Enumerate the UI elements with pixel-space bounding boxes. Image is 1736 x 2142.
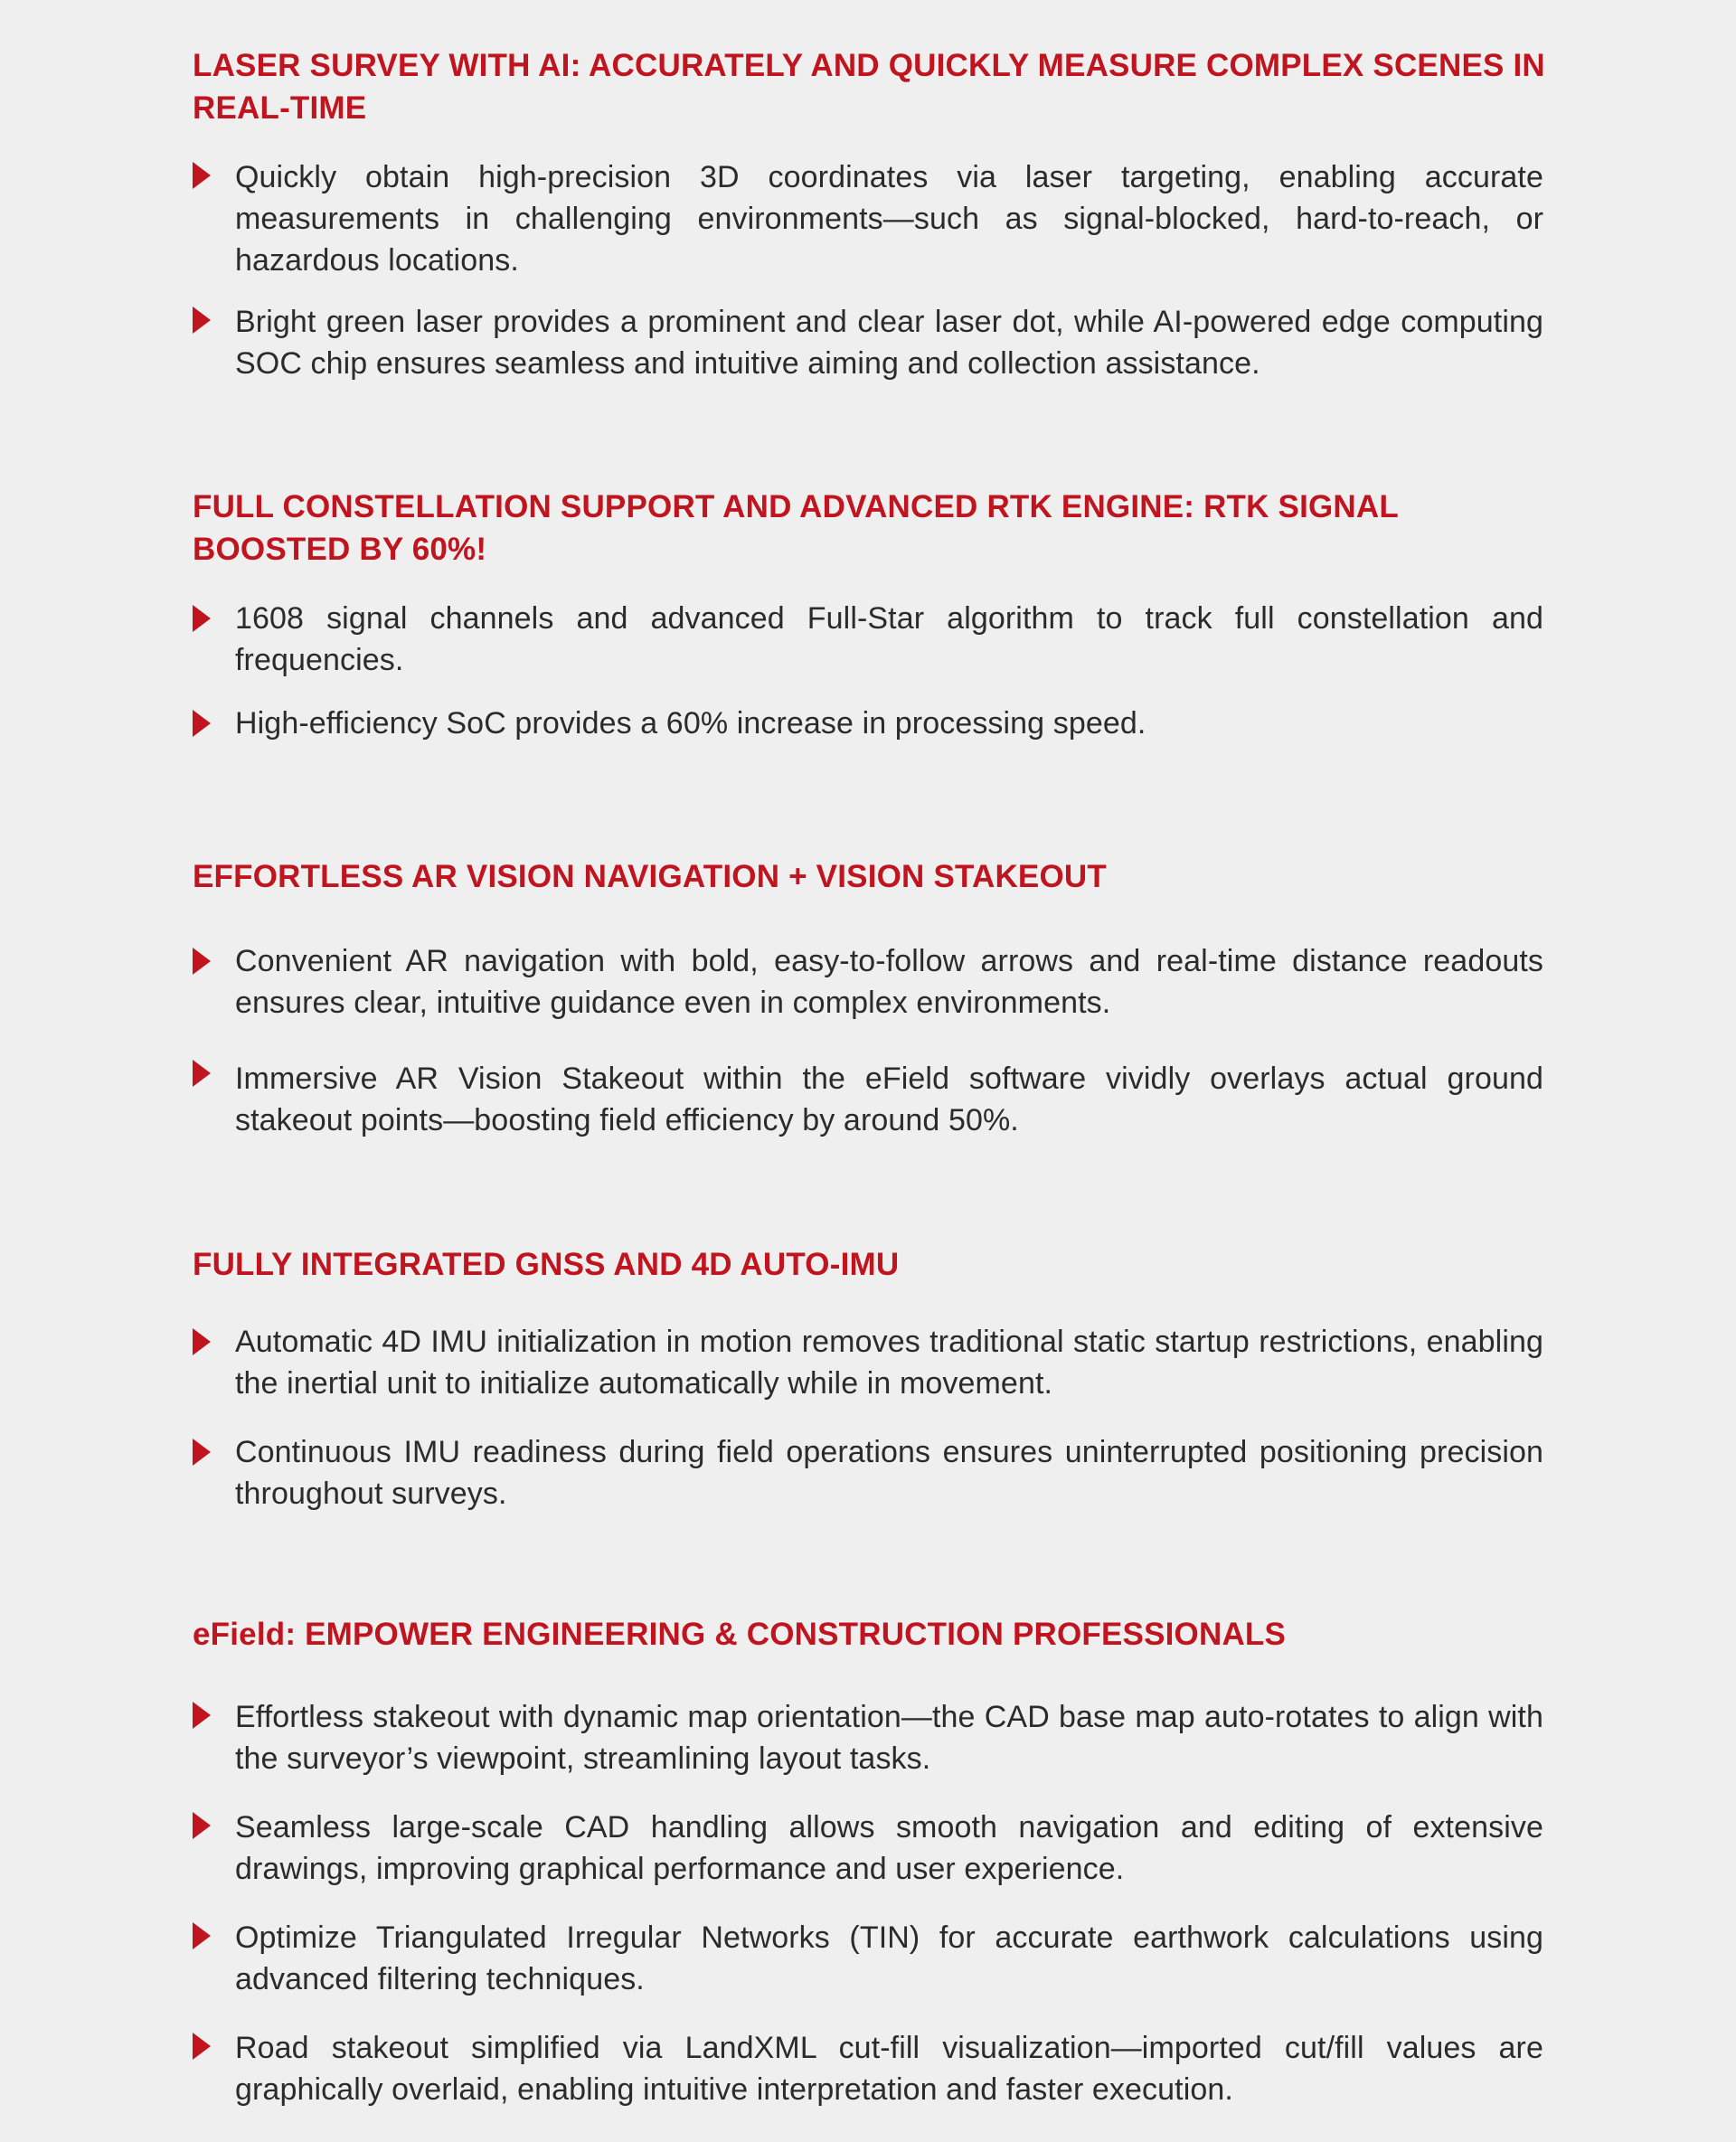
bullet-text: Seamless large-scale CAD handling allows smooth navigation and editing of extensive drawings, improving graphical performance and user experience. bbox=[235, 1810, 1543, 1886]
triangle-bullet-icon bbox=[193, 1812, 211, 1839]
bullet-list bbox=[193, 940, 1549, 1141]
bullet-text: 1608 signal channels and advanced Full-Star algorithm to track full constellation and frequencies. bbox=[235, 601, 1543, 677]
triangle-bullet-icon bbox=[193, 1328, 211, 1355]
section-gnss-imu bbox=[193, 1243, 1549, 1514]
list-item bbox=[193, 1696, 1549, 1779]
bullet-text: Continuous IMU readiness during field operations ensures uninterrupted positioning precision throughout surveys. bbox=[235, 1435, 1543, 1511]
bullet-text: Effortless stakeout with dynamic map orientation—the CAD base map auto-rotates to align with the surveyor’s viewpoint, streamlining layout tasks. bbox=[235, 1700, 1543, 1776]
triangle-bullet-icon bbox=[193, 162, 211, 189]
triangle-bullet-icon bbox=[193, 710, 211, 737]
bullet-list bbox=[193, 1321, 1549, 1514]
triangle-bullet-icon bbox=[193, 948, 211, 975]
bullet-text: Bright green laser provides a prominent and clear laser dot, while AI-powered edge computing SOC chip ensures seamless and intuitive aiming and collection assistance. bbox=[235, 305, 1543, 381]
list-item bbox=[193, 1321, 1549, 1404]
list-item bbox=[193, 156, 1549, 281]
bullet-text: Optimize Triangulated Irregular Networks (TIN) for accurate earthwork calculations using advanced filtering techniques. bbox=[235, 1920, 1543, 1996]
triangle-bullet-icon bbox=[193, 1702, 211, 1729]
section-heading: EFFORTLESS AR VISION NAVIGATION + VISION STAKEOUT bbox=[193, 859, 1107, 894]
list-item bbox=[193, 2027, 1549, 2110]
triangle-bullet-icon bbox=[193, 605, 211, 632]
triangle-bullet-icon bbox=[193, 2033, 211, 2060]
bullet-text: Convenient AR navigation with bold, easy-to-follow arrows and real-time distance readouts ensures clear, intuitive guidance even in complex environments. bbox=[235, 944, 1543, 1020]
section-heading: eField: EMPOWER ENGINEERING & CONSTRUCTION PROFESSIONALS bbox=[193, 1617, 1287, 1652]
triangle-bullet-icon bbox=[193, 1922, 211, 1949]
list-item bbox=[193, 1058, 1549, 1141]
section-heading: FULL CONSTELLATION SUPPORT AND ADVANCED RTK ENGINE: RTK SIGNAL BOOSTED BY 60%! bbox=[193, 489, 1399, 567]
list-item bbox=[193, 598, 1549, 681]
bullet-text: Road stakeout simplified via LandXML cut-fill visualization—imported cut/fill values are graphically overlaid, enabling intuitive interpretation and faster execution. bbox=[235, 2031, 1543, 2107]
triangle-bullet-icon bbox=[193, 1439, 211, 1466]
section-heading: FULLY INTEGRATED GNSS AND 4D AUTO-IMU bbox=[193, 1247, 900, 1282]
list-item bbox=[193, 1807, 1549, 1890]
list-item bbox=[193, 703, 1549, 744]
triangle-bullet-icon bbox=[193, 1060, 211, 1087]
section-laser-survey bbox=[193, 44, 1549, 384]
section-full-constellation bbox=[193, 486, 1549, 744]
bullet-text: Immersive AR Vision Stakeout within the eField software vividly overlays actual ground stakeout points—boosting field efficiency by around 50%. bbox=[235, 1062, 1543, 1137]
bullet-text: High-efficiency SoC provides a 60% increase in processing speed. bbox=[235, 706, 1146, 741]
section-efield bbox=[193, 1613, 1549, 2110]
list-item bbox=[193, 301, 1549, 384]
bullet-text: Quickly obtain high-precision 3D coordinates via laser targeting, enabling accurate measurements in challenging environments—such as signal-blocked, hard-to-reach, or hazardous locations. bbox=[235, 160, 1543, 278]
bullet-text: Automatic 4D IMU initialization in motion removes traditional static startup restrictions, enabling the inertial unit to initialize automatically while in movement. bbox=[235, 1325, 1543, 1401]
bullet-list bbox=[193, 156, 1549, 384]
triangle-bullet-icon bbox=[193, 307, 211, 334]
bullet-list bbox=[193, 1696, 1549, 2110]
section-heading: LASER SURVEY WITH AI: ACCURATELY AND QUICKLY MEASURE COMPLEX SCENES IN REAL-TIME bbox=[193, 48, 1545, 126]
section-ar-vision bbox=[193, 855, 1549, 1141]
list-item bbox=[193, 1431, 1549, 1514]
bullet-list bbox=[193, 598, 1549, 744]
list-item bbox=[193, 1917, 1549, 2000]
list-item bbox=[193, 940, 1549, 1024]
